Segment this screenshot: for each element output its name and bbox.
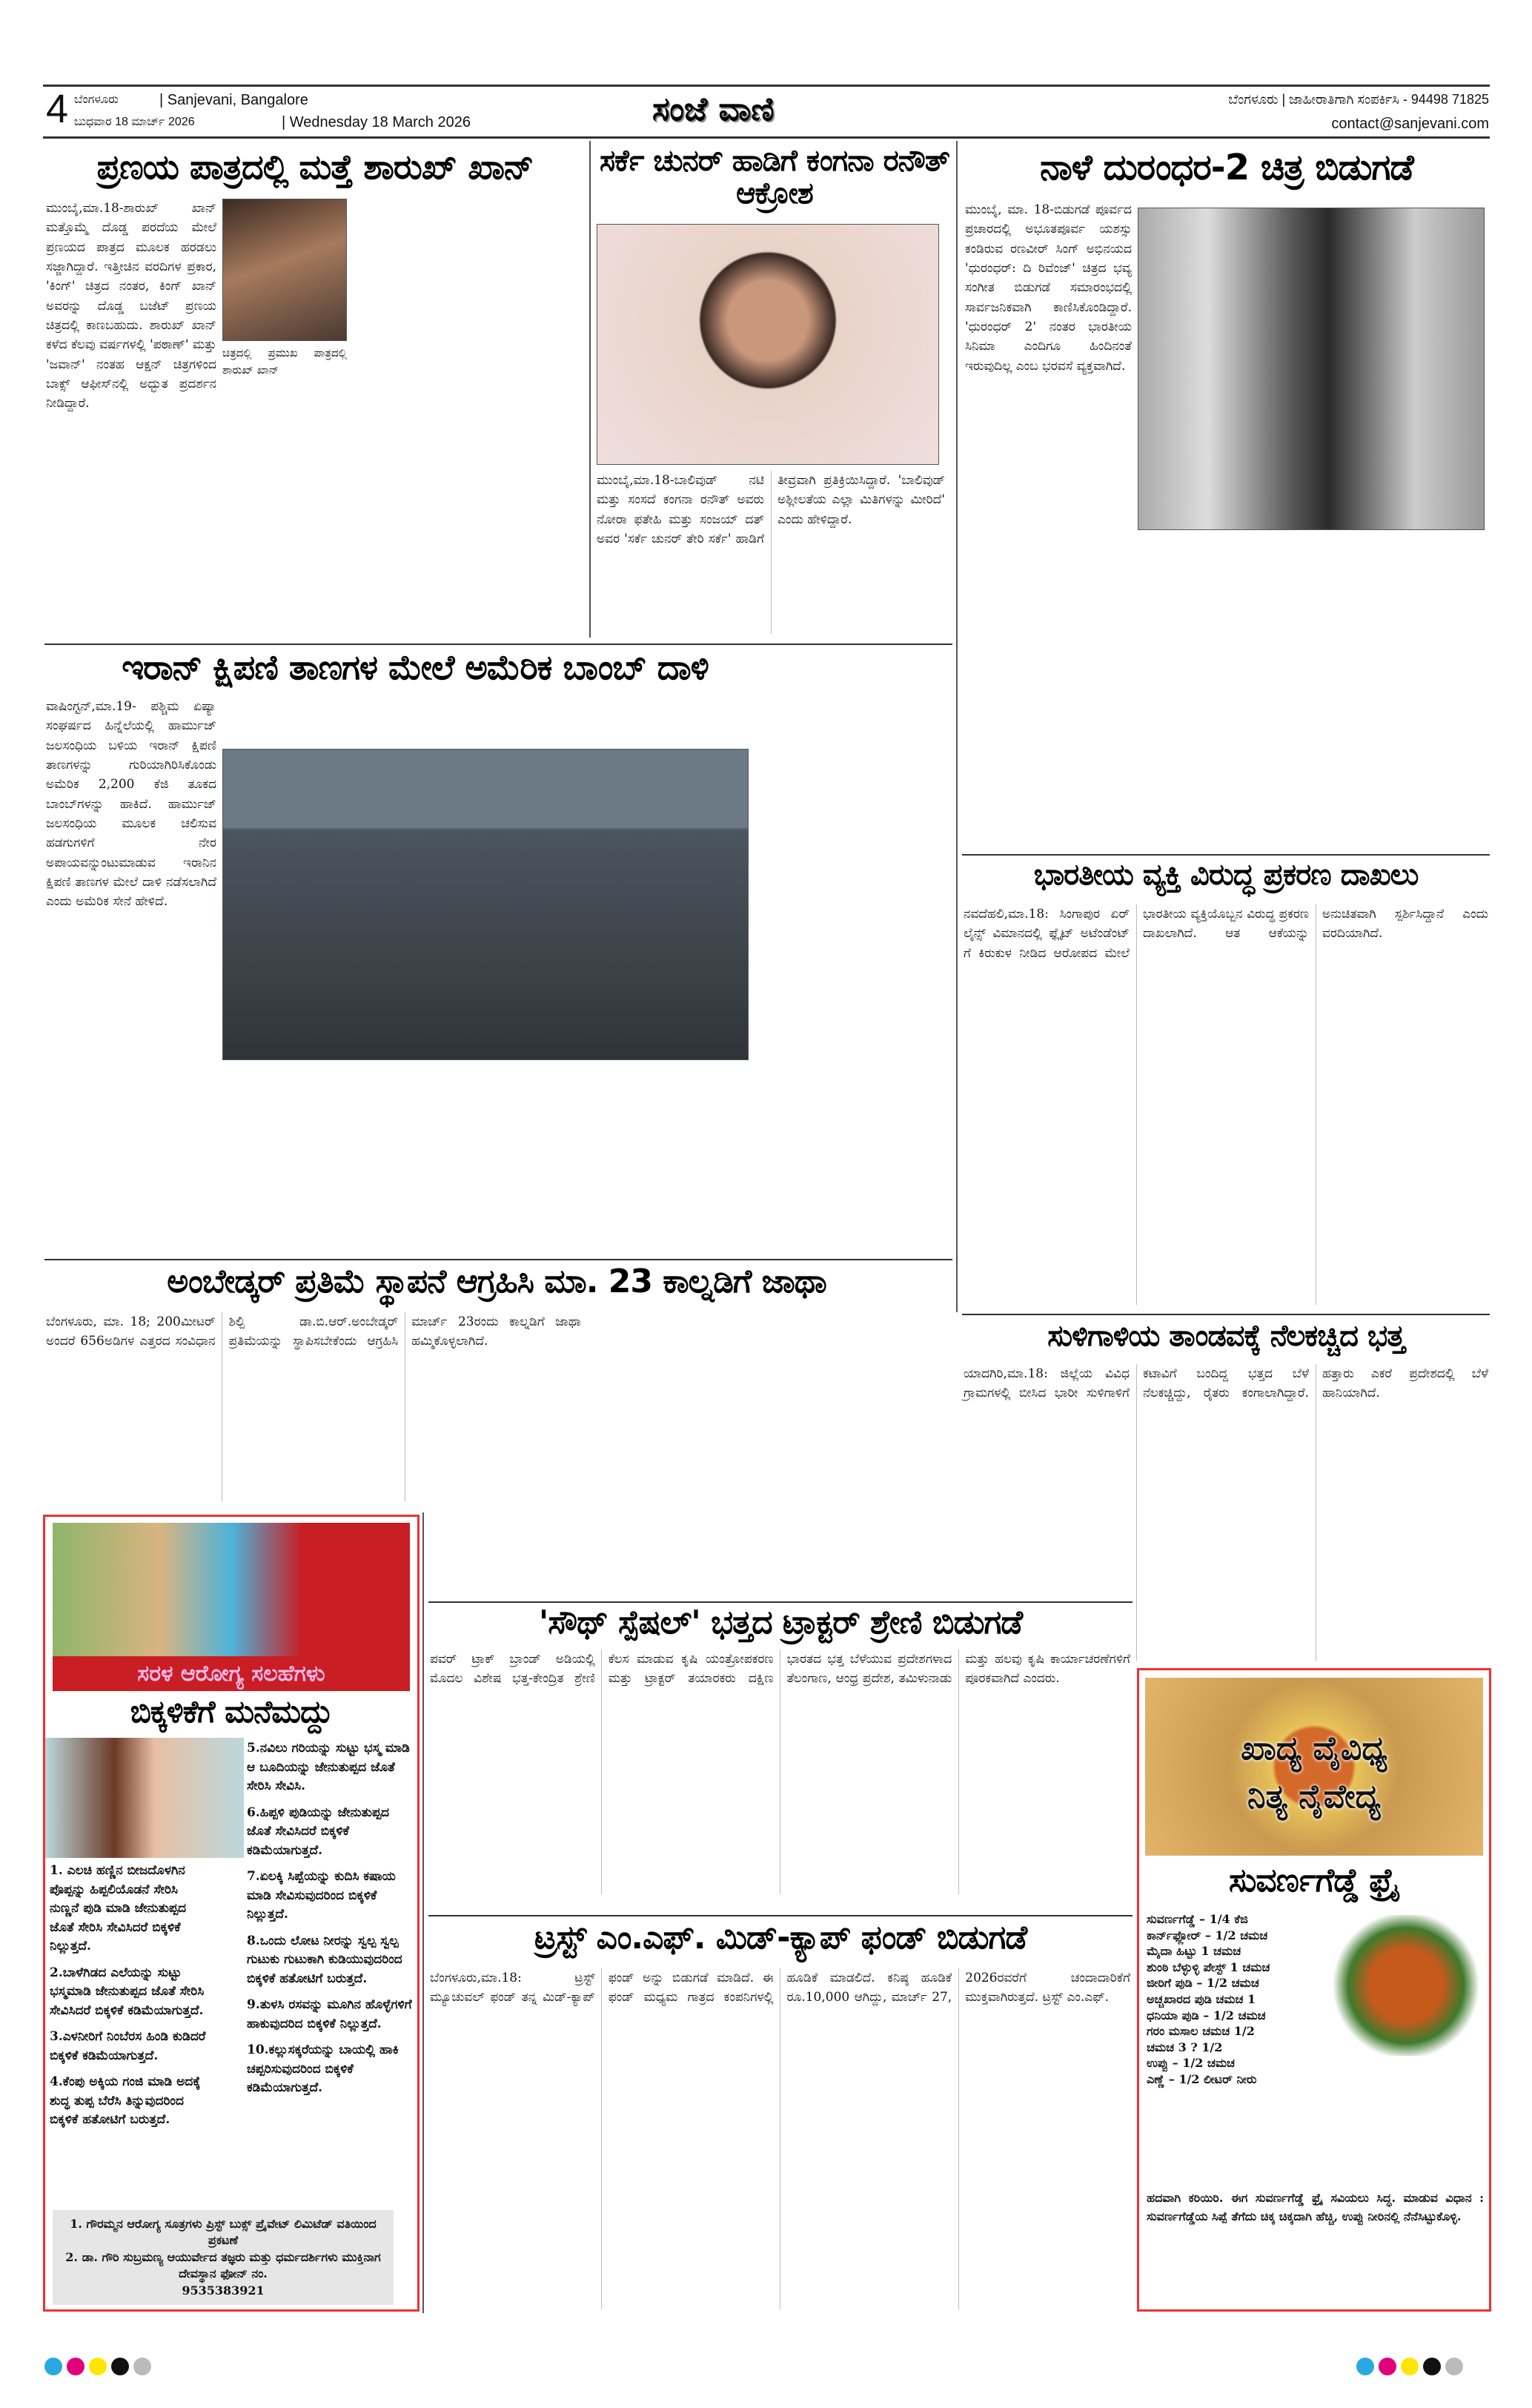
tip-item: 5.ನವಿಲು ಗರಿಯನ್ನು ಸುಟ್ಟು ಭಸ್ಮ ಮಾಡಿ ಆ ಬೂದಿಯನ್ನು ಜೇನುತುಪ್ಪದ ಜೊತೆ ಸೇರಿಸಿ ಸೇವಿಸಿ. <box>247 1741 410 1793</box>
ingredient: ಜೀರಿಗೆ ಪುಡಿ – 1/2 ಚಮಚ <box>1147 1976 1259 1991</box>
headline-saudh: 'ಸೌಥ್ ಸ್ಪೆಷಲ್' ಭತ್ತದ ಟ್ರಾಕ್ಟರ್ ಶ್ರೇಣಿ ಬಿಡುಗಡೆ <box>538 1604 1023 1641</box>
fried-yam-photo <box>1328 1915 1484 2056</box>
durandhar-photo <box>1138 208 1485 530</box>
recipe-method: ಹದವಾಗಿ ಕರಿಯಿರಿ. ಈಗ ಸುವರ್ಣಗೆಡ್ಡೆ ಫ್ರೈ ಸವಿಯಲು ಸಿದ್ಧ. ಮಾಡುವ ವಿಧಾನ : ಸುವರ್ಣಗೆಡ್ಡೆಯ ಸಿಪ್ಪೆ ತೆಗೆದು ಚಿಕ್ಕ ಚಿಕ್ಕದಾಗಿ ಹೆಚ್ಚಿ, ಉಪ್ಪು ನೀರಿನಲ್ಲಿ ನೆನೆಸಿಟ್ಟುಕೊಳ್ಳಿ. <box>1147 2191 1484 2223</box>
ingredient: ಮೈದಾ ಹಿಟ್ಟು 1 ಚಮಚ <box>1147 1944 1241 1959</box>
headline-sulagali: ಸುಳಿಗಾಳಿಯ ತಾಂಡವಕ್ಕೆ ನೆಲಕಚ್ಚಿದ ಭತ್ತ <box>1047 1319 1405 1353</box>
shahrukh-photo <box>222 199 347 341</box>
ingredient: ಕಾರ್ನ್‌ಫ್ಲೋರ್ – 1/2 ಚಮಚ <box>1147 1928 1268 1942</box>
registration-dots-right <box>1356 2358 1468 2378</box>
headline-bharatiya: ಭಾರತೀಯ ವ್ಯಕ್ತಿ ವಿರುದ್ಧ ಪ್ರಕರಣ ದಾಖಲು <box>1033 858 1419 892</box>
kangana-photo <box>597 224 939 465</box>
headline-kangana: ಸರ್ಕೆ ಚುನರ್ ಹಾಡಿಗೆ ಕಂಗನಾ ರನೌತ್ ಆಕ್ರೋಶ <box>599 144 950 211</box>
headline-iran: ಇರಾನ್ ಕ್ಷಿಪಣಿ ತಾಣಗಳ ಮೇಲೆ ಅಮೆರಿಕ ಬಾಂಬ್ ದಾಳಿ <box>122 647 709 687</box>
hiccup-woman-photo <box>45 1738 244 1858</box>
ingredient: ಉಪ್ಪು – 1/2 ಚಮಚ <box>1147 2056 1235 2071</box>
health-credits <box>53 2210 394 2305</box>
tip-item: 1. ಎಲಚಿ ಹಣ್ಣಿನ ಬೀಜದೊಳಗಿನ ಪೊಪ್ಪನ್ನು ಹಿಪ್ಪಲಿಯೊಡನೆ ಸೇರಿಸಿ ನುಣ್ಣನೆ ಪುಡಿ ಮಾಡಿ ಜೇನುತುಪ್ಪದ ಜೊತೆ ಸೇರಿಸಿ ಸೇವಿಸಿದರೆ ಬಿಕ್ಕಳಿಕೆ ನಿಲ್ಲುತ್ತದೆ. <box>50 1863 187 1954</box>
credit-author: 2. ಡಾ. ಗೌರಿ ಸುಬ್ರಮಣ್ಯ ಆಯುರ್ವೇದ ತಜ್ಞರು ಮತ್ತು ಧರ್ಮದರ್ಶಿಗಳು ಮುಕ್ತಿನಾಗ ದೇವಸ್ಥಾನ ಫೋನ್ ನಂ. <box>65 2249 381 2281</box>
magenta-dot <box>67 2358 84 2375</box>
credit-phone: 9535383921 <box>182 2283 265 2298</box>
credit-publisher: 1. ಗೌರಮ್ಮನ ಆರೋಗ್ಯ ಸೂತ್ರಗಳು ಪ್ರಿಸ್ಟ್ ಬುಕ್ಸ್ ಪ್ರೈವೇಟ್ ಲಿಮಿಟೆಡ್ ವತಿಯಿಂದ ಪ್ರಕಟಣೆ <box>70 2217 377 2248</box>
body-ambedkar: ಬೆಂಗಳೂರು, ಮಾ. 18; 200ಮೀಟರ್ ಅಂದರೆ 656ಅಡಿಗಳ ಎತ್ತರದ ಸಂವಿಧಾನ ಶಿಲ್ಪಿ ಡಾ.ಬಿ.ಆರ್.ಅಂಬೇಡ್ಕರ್ ಪ್ರತಿಮೆಯನ್ನು ಸ್ಥಾಪಿಸಬೇಕೆಂದು ಆಗ್ರಹಿಸಿ ಮಾರ್ಚ್ 23ರಂದು ಕಾಲ್ನಡಿಗೆ ಜಾಥಾ ಹಮ್ಮಿಕೊಳ್ಳಲಾಗಿದೆ. <box>46 1314 581 1349</box>
page-number: 4 <box>46 87 69 131</box>
food-banner-line2: ನಿತ್ಯ ನೈವೇದ್ಯ <box>1247 1778 1381 1816</box>
ingredients-list <box>1147 1911 1328 2088</box>
magenta-dot <box>1379 2358 1396 2375</box>
ingredient: ಅಚ್ಚಖಾರದ ಪುಡಿ ಚಮಚ 1 <box>1147 1991 1256 2006</box>
shahrukh-caption: ಚಿತ್ರದಲ್ಲಿ ಪ್ರಮುಖ ಪಾತ್ರದಲ್ಲಿ ಶಾರುಖ್ ಖಾನ್ <box>222 346 347 377</box>
headline-trust: ಟ್ರಸ್ಟ್ ಎಂ.ಎಫ್. ಮಿಡ್-ಕ್ಯಾಪ್ ಫಂಡ್ ಬಿಡುಗಡೆ <box>534 1919 1027 1956</box>
tip-item: 7.ಏಲಕ್ಕಿ ಸಿಪ್ಪೆಯನ್ನು ಕುದಿಸಿ ಕಷಾಯ ಮಾಡಿ ಸೇವಿಸುವುದರಿಂದ ಬಿಕ್ಕಳಿಕೆ ನಿಲ್ಲುತ್ತದೆ. <box>247 1869 396 1922</box>
headline-ambedkar: ಅಂಬೇಡ್ಕರ್ ಪ್ರತಿಮೆ ಸ್ಥಾಪನೆ ಆಗ್ರಹಿಸಿ ಮಾ. 23 ಕಾಲ್ನಡಿಗೆ ಜಾಥಾ <box>167 1263 826 1300</box>
tip-item: 9.ತುಳಸಿ ರಸವನ್ನು ಮೂಗಿನ ಹೊಳ್ಳೆಗಳಿಗೆ ಹಾಕುವುದರಿದ ಬಿಕ್ಕಳಿಕೆ ನಿಲ್ಲುತ್ತದೆ. <box>247 1997 412 2031</box>
health-banner: ಸರಳ ಆರೋಗ್ಯ ಸಲಹೆಗಳು <box>53 1656 410 1691</box>
food-banner-line1: ಖಾದ್ಯ ವೈವಿಧ್ಯ <box>1241 1730 1387 1767</box>
body-iran: ವಾಷಿಂಗ್ಟನ್,ಮಾ.19- ಪಶ್ಚಿಮ ಏಷ್ಯಾ ಸಂಘರ್ಷದ ಹಿನ್ನೆಲೆಯಲ್ಲಿ ಹಾರ್ಮುಜ್ ಜಲಸಂಧಿಯ ಬಳಿಯ ಇರಾನ್ ಕ್ಷಿಪಣಿ ತಾಣಗಳನ್ನು ಗುರಿಯಾಗಿರಿಸಿಕೊಂಡು ಅಮೆರಿಕ 2,200 ಕೆಜಿ ತೂಕದ ಬಾಂಬ್‌ಗಳನ್ನು ಹಾಕಿದೆ. ಹಾರ್ಮುಜ್ ಜಲಸಂಧಿಯ ಮೂಲಕ ಚಲಿಸುವ ಹಡಗುಗಳಿಗೆ ನೇರ ಅಪಾಯವನ್ನುಂಟುಮಾಡುವ ಇರಾನಿನ ಕ್ಷಿಪಣಿ ತಾಣಗಳ ಮೇಲೆ ದಾಳಿ ನಡೆಸಲಾಗಿದೆ ಎಂದು ಅಮೆರಿಕ ಸೇನೆ ಹೇಳಿದೆ. <box>46 699 216 910</box>
cyan-dot <box>44 2358 62 2375</box>
body-kangana: ಮುಂಬೈ,ಮಾ.18-ಬಾಲಿವುಡ್ ನಟಿ ಮತ್ತು ಸಂಸದೆ ಕಂಗನಾ ರನೌತ್ ಅವರು ನೋರಾ ಫತೇಹಿ ಮತ್ತು ಸಂಜಯ್ ದತ್ ಅವರ 'ಸರ್ಕೆ ಚುನರ್ ತೇರಿ ಸರ್ಕೆ' ಹಾಡಿಗೆ ತೀವ್ರವಾಗಿ ಪ್ರತಿಕ್ರಿಯಿಸಿದ್ದಾರೆ. 'ಬಾಲಿವುಡ್ ಅಶ್ಲೀಲತೆಯ ಎಲ್ಲಾ ಮಿತಿಗಳನ್ನು ಮೀರಿದೆ' ಎಂದು ಹೇಳಿದ್ದಾರೆ. <box>597 473 945 547</box>
black-dot <box>111 2358 129 2375</box>
body-trust: ಬೆಂಗಳೂರು,ಮಾ.18: ಟ್ರಸ್ಟ್ ಮ್ಯೂಚುವಲ್ ಫಂಡ್ ತನ್ನ ಮಿಡ್-ಕ್ಯಾಪ್ ಫಂಡ್ ಅನ್ನು ಬಿಡುಗಡೆ ಮಾಡಿದೆ. ಈ ಫಂಡ್ ಮಧ್ಯಮ ಗಾತ್ರದ ಕಂಪನಿಗಳಲ್ಲಿ ಹೂಡಿಕೆ ಮಾಡಲಿದೆ. ಕನಿಷ್ಠ ಹೂಡಿಕೆ ರೂ.10,000 ಆಗಿದ್ದು, ಮಾರ್ಚ್ 27, 2026ರವರೆಗೆ ಚಂದಾದಾರಿಕೆಗೆ ಮುಕ್ತವಾಗಿರುತ್ತದೆ. ಟ್ರಸ್ಟ್ ಎಂ.ಎಫ್. <box>430 1971 1130 2005</box>
ingredient: ಚಮಚ 3 ? 1/2 <box>1147 2040 1223 2054</box>
body-bharatiya: ನವದೆಹಲಿ,ಮಾ.18: ಸಿಂಗಾಪುರ ಏರ್ ಲೈನ್ಸ್ ವಿಮಾನದಲ್ಲಿ ಫ್ಲೈಟ್ ಅಟೆಂಡೆಂಟ್ ಗೆ ಕಿರುಕುಳ ನೀಡಿದ ಆರೋಪದ ಮೇಲೆ ಭಾರತೀಯ ವ್ಯಕ್ತಿಯೊಬ್ಬನ ವಿರುದ್ಧ ಪ್ರಕರಣ ದಾಖಲಾಗಿದೆ. ಆತ ಆಕೆಯನ್ನು ಅನುಚಿತವಾಗಿ ಸ್ಪರ್ಶಿಸಿದ್ದಾನೆ ಎಂದು ವರದಿಯಾಗಿದೆ. <box>964 907 1488 961</box>
health-banner-image <box>53 1523 410 1656</box>
ad-contact-line: ಬೆಂಗಳೂರು | ಜಾಹೀರಾತಿಗಾಗಿ ಸಂಪರ್ಕಿಸಿ - 94498 71825 <box>1228 92 1489 107</box>
ingredient: ಶುಂಠಿ ಬೆಳ್ಳುಳ್ಳಿ ಪೇಸ್ಟ್ 1 ಚಮಚ <box>1147 1959 1270 1974</box>
tips-list-left <box>50 1862 209 2137</box>
body-saudh: ಪವರ್ ಟ್ರಾಕ್ ಬ್ರಾಂಡ್ ಅಡಿಯಲ್ಲಿ ಮೊದಲ ವಿಶೇಷ ಭತ್ತ-ಕೇಂದ್ರಿತ ಶ್ರೇಣಿ ಕೆಲಸ ಮಾಡುವ ಕೃಷಿ ಯಂತ್ರೋಪಕರಣ ಮತ್ತು ಟ್ರಾಕ್ಟರ್ ತಯಾರಕರು ದಕ್ಷಿಣ ಭಾರತದ ಭತ್ತ ಬೆಳೆಯುವ ಪ್ರದೇಶಗಳಾದ ತೆಲಂಗಾಣ, ಆಂಧ್ರ ಪ್ರದೇಶ, ತಮಿಳುನಾಡು ಮತ್ತು ಹಲವು ಕೃಷಿ ಕಾರ್ಯಾಚರಣೆಗಳಿಗೆ ಪೂರಕವಾಗಿದೆ ಎಂದರು. <box>430 1652 1130 1687</box>
gray-dot <box>133 2358 151 2375</box>
date-en: | Wednesday 18 March 2026 <box>282 114 471 130</box>
health-title: ಬಿಕ್ಕಳಿಕೆಗೆ ಮನೆಮದ್ದು <box>130 1693 333 1730</box>
yellow-dot <box>89 2358 107 2375</box>
edition-label: | Sanjevani, Bangalore <box>159 92 308 108</box>
food-box <box>1137 1668 1491 2312</box>
body-sulagali: ಯಾದಗಿರಿ,ಮಾ.18: ಜಿಲ್ಲೆಯ ವಿವಿಧ ಗ್ರಾಮಗಳಲ್ಲಿ ಬೀಸಿದ ಭಾರೀ ಸುಳಿಗಾಳಿಗೆ ಕಟಾವಿಗೆ ಬಂದಿದ್ದ ಭತ್ತದ ಬೆಳೆ ನೆಲಕಚ್ಚಿದ್ದು, ರೈತರು ಕಂಗಾಲಾಗಿದ್ದಾರೆ. ಹತ್ತಾರು ಎಕರೆ ಪ್ರದೇಶದಲ್ಲಿ ಬೆಳೆ ಹಾನಿಯಾಗಿದೆ. <box>964 1366 1488 1401</box>
tip-item: 2.ಬಾಳೆಗಿಡದ ಎಲೆಯನ್ನು ಸುಟ್ಟು ಭಸ್ಮಮಾಡಿ ಜೇನುತುಪ್ಪದ ಜೊತೆ ಸೇರಿಸಿ ಸೇವಿಸಿದರೆ ಬಿಕ್ಕಳಿಕೆ ಕಡಿಮೆಯಾಗುತ್ತದೆ. <box>50 1965 205 2018</box>
health-tips-box <box>43 1515 420 2312</box>
headline-shahrukh: ಪ್ರಣಯ ಪಾತ್ರದಲ್ಲಿ ಮತ್ತೆ ಶಾರುಖ್ ಖಾನ್ <box>96 147 534 187</box>
contact-email: contact@sanjevani.com <box>1331 116 1489 132</box>
gray-dot <box>1445 2358 1463 2375</box>
tip-item: 10.ಕಲ್ಲುಸಕ್ಕರೆಯನ್ನು ಬಾಯಲ್ಲಿ ಹಾಕಿ ಚಪ್ಪರಿಸುವುದರಿಂದ ಬಿಕ್ಕಳಿಕೆ ಕಡಿಮೆಯಾಗುತ್ತದೆ. <box>247 2042 399 2095</box>
city-kn: ಬೆಂಗಳೂರು <box>74 93 119 106</box>
masthead-logo: ಸಂಜೆ ವಾಣಿ <box>652 90 775 128</box>
body-shahrukh: ಮುಂಬೈ,ಮಾ.18-ಶಾರುಖ್ ಖಾನ್ ಮತ್ತೊಮ್ಮೆ ದೊಡ್ಡ ಪರದೆಯ ಮೇಲೆ ಪ್ರಣಯದ ಪಾತ್ರದ ಮೂಲಕ ಹರಡಲು ಸಜ್ಜಾಗಿದ್ದಾರೆ. ಇತ್ತೀಚಿನ ವರದಿಗಳ ಪ್ರಕಾರ, 'ಕಿಂಗ್' ಚಿತ್ರದ ನಂತರ, ಕಿಂಗ್ ಖಾನ್ ಅವರನ್ನು ದೊಡ್ಡ ಬಜೆಟ್ ಪ್ರಣಯ ಚಿತ್ರದಲ್ಲಿ ಕಾಣಬಹುದು. ಶಾರುಖ್ ಖಾನ್ ಕಳೆದ ಕೆಲವು ವರ್ಷಗಳಲ್ಲಿ 'ಪಠಾಣ್' ಮತ್ತು 'ಜವಾನ್' ನಂತಹ ಆಕ್ಷನ್ ಚಿತ್ರಗಳಿಂದ ಬಾಕ್ಸ್ ಆಫೀಸ್‌ನಲ್ಲಿ ಅದ್ಭುತ ಪ್ರದರ್ಶನ ನೀಡಿದ್ದಾರೆ. <box>46 201 216 411</box>
black-dot <box>1423 2358 1441 2375</box>
headline-durandhar: ನಾಳೆ ದುರಂಧರ-2 ಚಿತ್ರ ಬಿಡುಗಡೆ <box>1040 147 1413 188</box>
aircraft-carrier-photo <box>222 749 749 1060</box>
ingredient: ಸುವರ್ಣಗೆಡ್ಡೆ – 1/4 ಕೆಜಿ <box>1147 1912 1248 1926</box>
tip-item: 8.ಒಂದು ಲೋಟ ನೀರನ್ನು ಸ್ವಲ್ಪ ಸ್ವಲ್ಪ ಗುಟುಕು ಗುಟುಕಾಗಿ ಕುಡಿಯುವುದರಿಂದ ಬಿಕ್ಕಳಿಕೆ ಹತೋಟಿಗೆ ಬರುತ್ತದೆ. <box>247 1933 402 1986</box>
recipe-title: ಸುವರ್ಣಗೆಡ್ಡೆ ಫ್ರೈ <box>1229 1862 1399 1899</box>
body-durandhar: ಮುಂಬೈ, ಮಾ. 18-ಬಿಡುಗಡೆ ಪೂರ್ವದ ಪ್ರಚಾರದಲ್ಲಿ ಅಭೂತಪೂರ್ವ ಯಶಸ್ಸು ಕಂಡಿರುವ ರಣವೀರ್ ಸಿಂಗ್ ಅಭಿನಯದ 'ಧುರಂಧರ್: ದಿ ರಿವೆಂಜ್' ಚಿತ್ರದ ಭವ್ಯ ಸಂಗೀತ ಬಿಡುಗಡೆ ಸಮಾರಂಭದಲ್ಲಿ ಸಾರ್ವಜನಿಕವಾಗಿ ಕಾಣಿಸಿಕೊಂಡಿದ್ದಾರೆ. 'ಧುರಂಧರ್ 2' ನಂತರ ಭಾರತೀಯ ಸಿನಿಮಾ ಎಂದಿಗೂ ಹಿಂದಿನಂತೆ ಇರುವುದಿಲ್ಲ ಎಂಬ ಭರವಸೆ ವ್ಯಕ್ತವಾಗಿದೆ. <box>965 202 1132 374</box>
ingredient: ಗರಂ ಮಸಾಲ ಚಮಚ 1/2 <box>1147 2024 1255 2039</box>
date-kn: ಬುಧವಾರ 18 ಮಾರ್ಚ್ 2026 <box>74 116 195 128</box>
tip-item: 4.ಕೆಂಪು ಅಕ್ಕಿಯ ಗಂಜಿ ಮಾಡಿ ಅದಕ್ಕೆ ಶುದ್ಧ ತುಪ್ಪ ಬೆರೆಸಿ ತಿನ್ನುವುದರಿಂದ ಬಿಕ್ಕಳಿಕೆ ಹತೋಟಿಗೆ ಬರುತ್ತದೆ. <box>50 2074 201 2127</box>
yellow-dot <box>1401 2358 1419 2375</box>
registration-dots-left <box>44 2358 156 2378</box>
tip-item: 6.ಹಿಪ್ಪಳಿ ಪುಡಿಯನ್ನು ಜೇನುತುಪ್ಪದ ಜೊತೆ ಸೇವಿಸಿದರೆ ಬಿಕ್ಕಳಿಕೆ ಕಡಿಮೆಯಾಗುತ್ತದೆ. <box>247 1805 390 1858</box>
tips-list-right <box>247 1739 414 2106</box>
ingredient: ಧನಿಯಾ ಪುಡಿ – 1/2 ಚಮಚ <box>1147 2008 1266 2022</box>
ingredient: ಎಣ್ಣೆ – 1/2 ಲೀಟರ್ ನೀರು <box>1147 2071 1257 2086</box>
cyan-dot <box>1356 2358 1374 2375</box>
tip-item: 3.ಎಳನೀರಿಗೆ ನಿಂಬೆರಸ ಹಿಂಡಿ ಕುಡಿದರೆ ಬಿಕ್ಕಳಿಕೆ ಕಡಿಮೆಯಾಗುತ್ತದೆ. <box>50 2029 206 2063</box>
